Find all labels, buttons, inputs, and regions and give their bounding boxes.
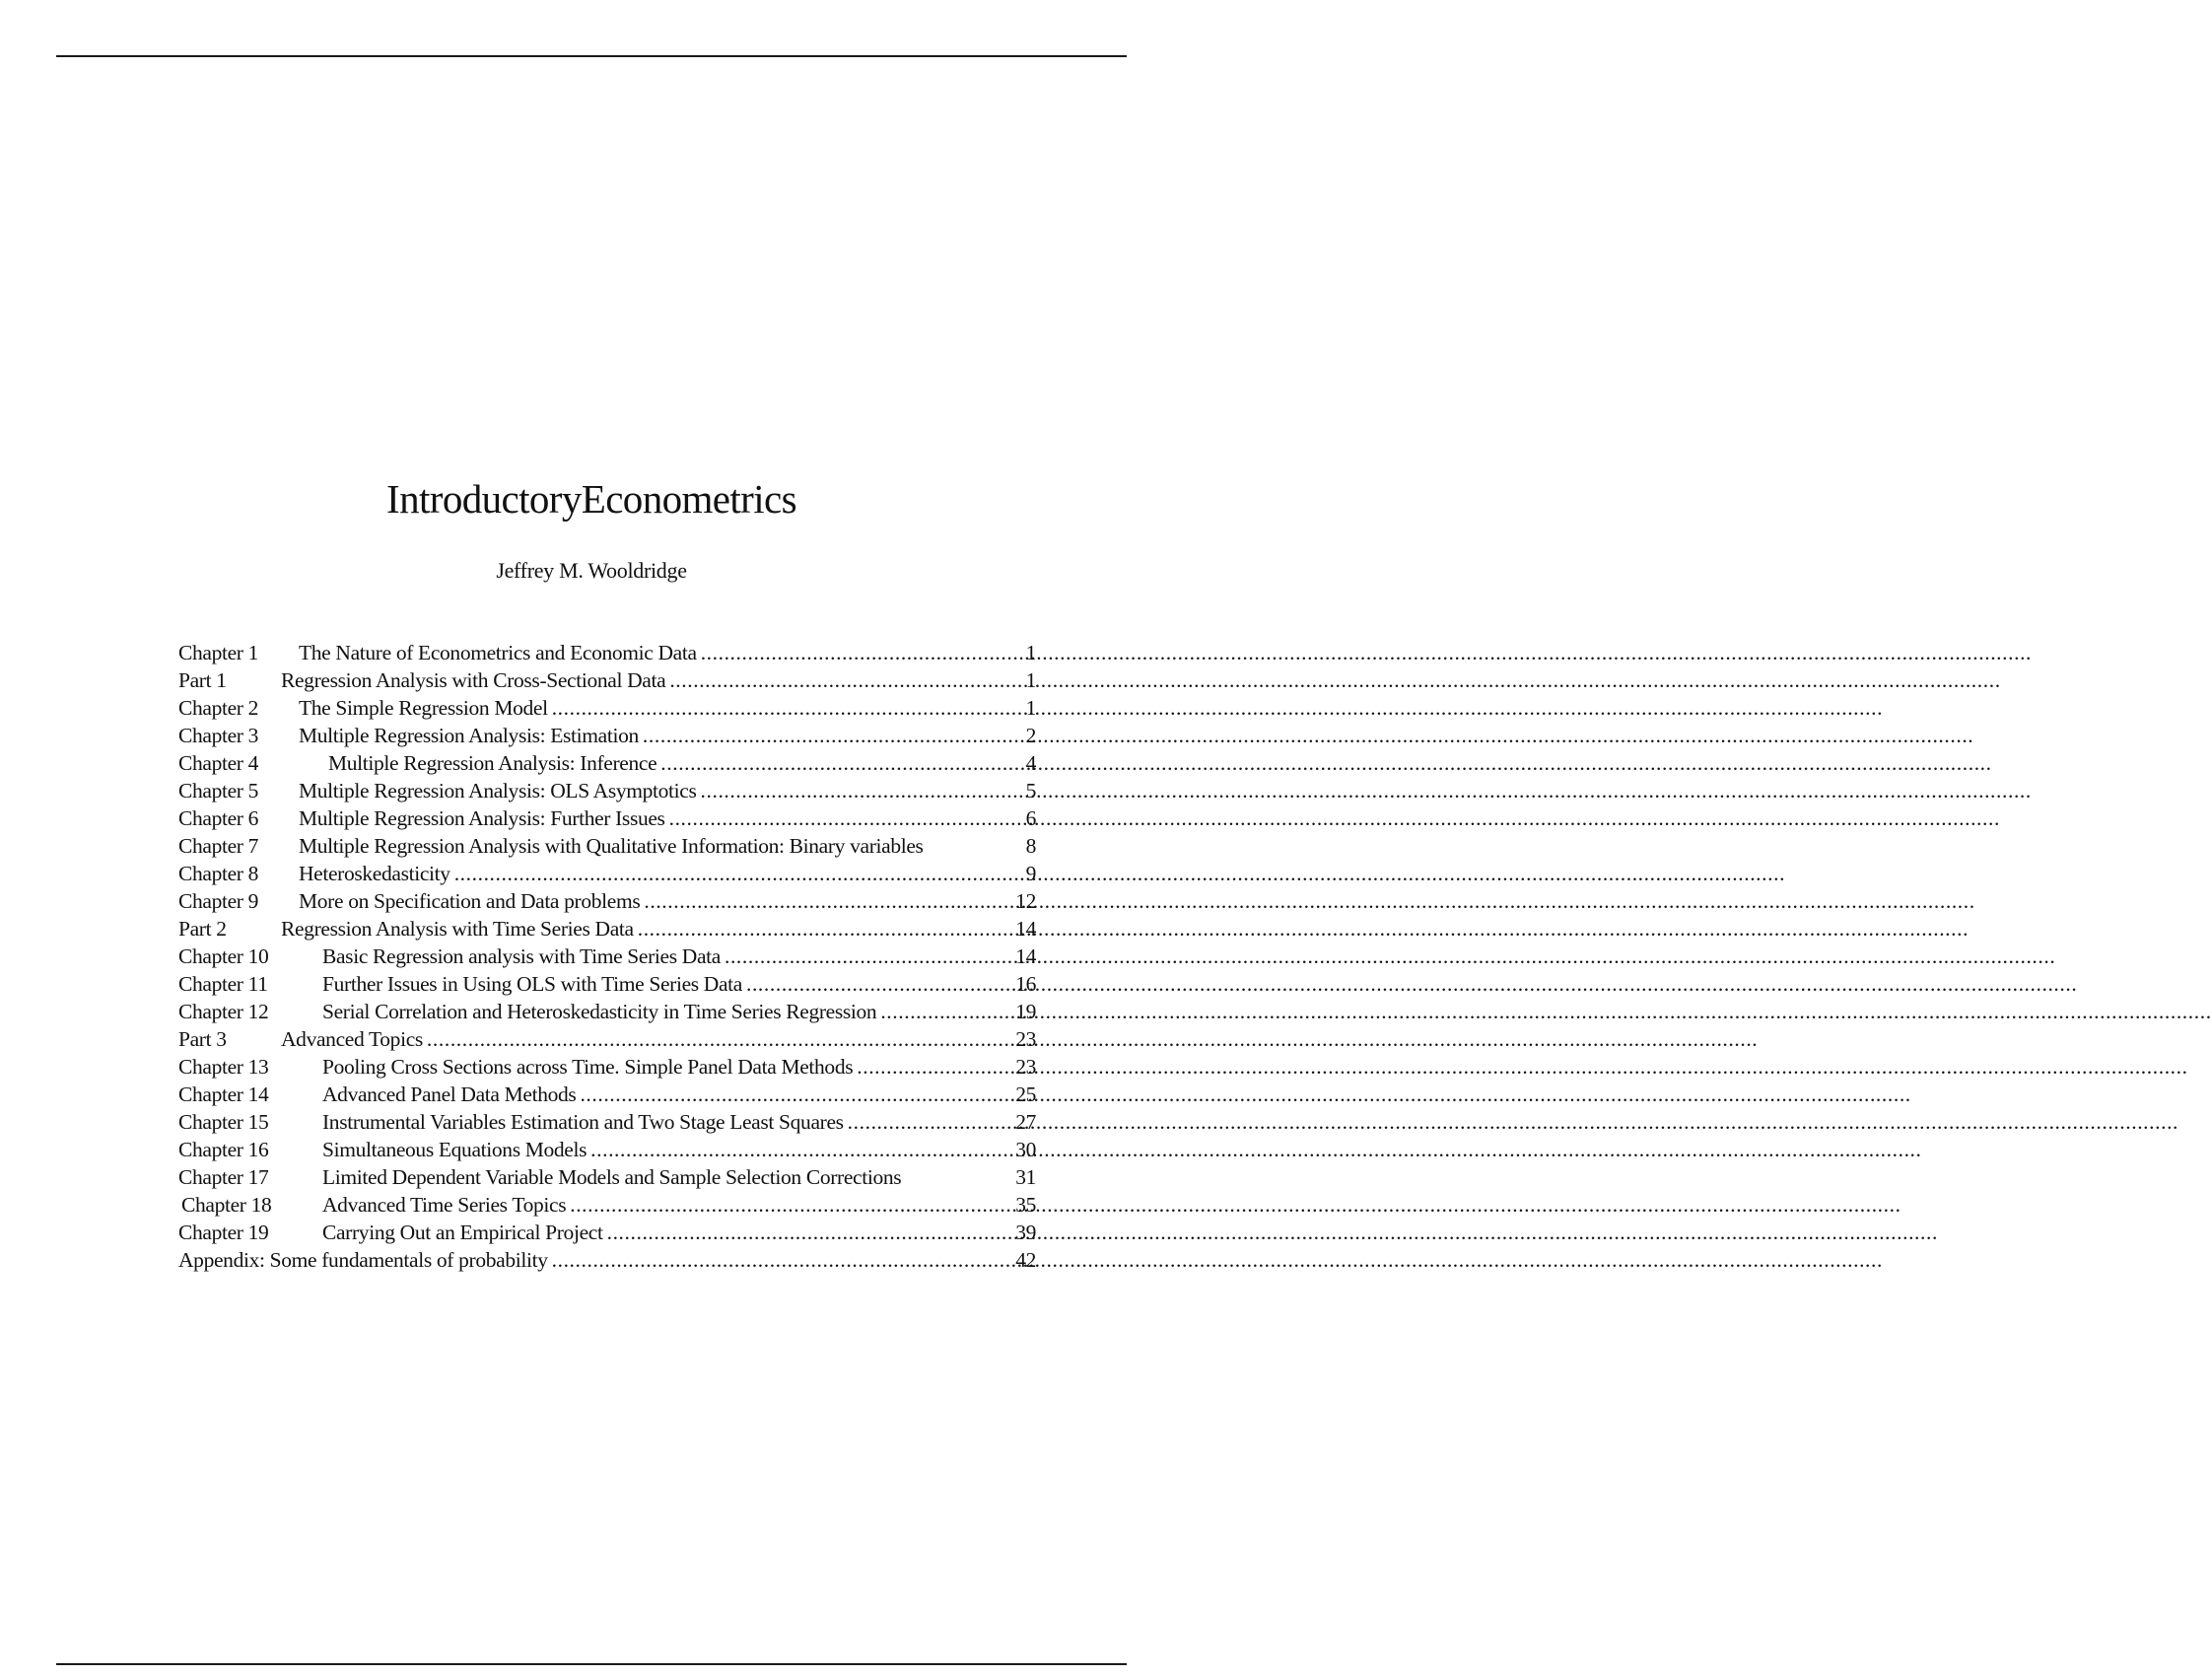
toc-leader <box>552 694 1024 722</box>
toc-label: Chapter 12 <box>178 1000 269 1023</box>
toc-title: Multiple Regression Analysis with Qualitative Information: Binary variables <box>299 834 924 858</box>
toc-label: Chapter 8 <box>178 862 259 885</box>
toc-row <box>178 832 1036 860</box>
toc-leader <box>725 943 1013 970</box>
toc-leader <box>644 887 1013 915</box>
toc-page-number: 35 <box>1015 1193 1036 1217</box>
toc-title: Limited Dependent Variable Models and Sample Selection Corrections <box>322 1165 902 1189</box>
toc-title: Advanced Topics <box>281 1027 423 1051</box>
toc-page-number: 19 <box>1015 1000 1036 1023</box>
toc-row <box>178 722 1036 749</box>
toc-title: Multiple Regression Analysis: Inference <box>328 751 657 775</box>
toc-leader <box>643 722 1024 749</box>
toc-page-number: 1 <box>1025 641 1036 664</box>
toc-page-number: 1 <box>1025 696 1036 720</box>
toc-leader <box>848 1108 1014 1136</box>
toc-page-number: 42 <box>1015 1248 1036 1272</box>
toc-row <box>178 998 1036 1025</box>
toc-page-number: 23 <box>1015 1027 1036 1051</box>
toc-row <box>178 1191 1036 1219</box>
toc-page-number: 14 <box>1015 944 1036 968</box>
toc-page-number: 8 <box>1025 834 1036 858</box>
toc-leader <box>669 666 1023 694</box>
toc-label: Chapter 9 <box>178 889 259 913</box>
toc-page-number: 23 <box>1015 1055 1036 1079</box>
toc-row <box>178 1219 1036 1246</box>
toc-row <box>178 943 1036 970</box>
toc-leader <box>638 915 1013 943</box>
toc-label: Chapter 18 <box>181 1193 272 1217</box>
toc-title: Further Issues in Using OLS with Time Series Data <box>322 972 742 996</box>
toc-page-number: 1 <box>1025 668 1036 692</box>
toc-title: Appendix: Some fundamentals of probability <box>178 1248 548 1272</box>
toc-leader <box>607 1219 1014 1246</box>
toc-title: The Nature of Econometrics and Economic Data <box>299 641 697 664</box>
toc-label: Chapter 13 <box>178 1055 269 1079</box>
document-author: Jeffrey M. Wooldridge <box>496 558 687 583</box>
toc-leader <box>580 1081 1013 1108</box>
toc-page-number: 31 <box>1015 1165 1036 1189</box>
toc-label: Chapter 10 <box>178 944 269 968</box>
toc-label: Chapter 4 <box>178 751 259 775</box>
toc-page-number: 16 <box>1015 972 1036 996</box>
toc-label: Chapter 16 <box>178 1138 269 1161</box>
toc-title: More on Specification and Data problems <box>299 889 641 913</box>
toc-leader <box>701 777 1024 804</box>
toc-title: Advanced Panel Data Methods <box>322 1082 577 1106</box>
toc-page-number: 5 <box>1025 779 1036 803</box>
toc-page-number: 9 <box>1025 862 1036 885</box>
bottom-rule <box>56 1663 1127 1665</box>
toc-row <box>178 915 1036 943</box>
toc-leader <box>454 860 1024 887</box>
toc-label: Chapter 17 <box>178 1165 269 1189</box>
toc-title: Pooling Cross Sections across Time. Simple Panel Data Methods <box>322 1055 854 1079</box>
toc-row <box>178 1246 1036 1274</box>
toc-label: Part 3 <box>178 1027 227 1051</box>
toc-page-number: 30 <box>1015 1138 1036 1161</box>
toc-label: Chapter 14 <box>178 1082 269 1106</box>
table-of-contents <box>178 639 1036 1274</box>
toc-label: Chapter 6 <box>178 806 259 830</box>
toc-title: Serial Correlation and Heteroskedasticity in Time Series Regression <box>322 1000 877 1023</box>
toc-row <box>178 1053 1036 1081</box>
toc-page-number: 14 <box>1015 917 1036 941</box>
toc-page-number: 27 <box>1015 1110 1036 1134</box>
toc-row <box>178 749 1036 777</box>
toc-leader <box>552 1246 1014 1274</box>
toc-label: Part 2 <box>178 917 227 941</box>
toc-title: Multiple Regression Analysis: Further Issues <box>299 806 665 830</box>
toc-page-number: 39 <box>1015 1221 1036 1244</box>
toc-row <box>178 860 1036 887</box>
toc-title: Carrying Out an Empirical Project <box>322 1221 603 1244</box>
toc-label: Chapter 7 <box>178 834 259 858</box>
toc-leader <box>427 1025 1013 1053</box>
toc-title: Simultaneous Equations Models <box>322 1138 588 1161</box>
toc-leader <box>880 998 1013 1025</box>
toc-page-number: 6 <box>1025 806 1036 830</box>
toc-label: Chapter 19 <box>178 1221 269 1244</box>
toc-title: Multiple Regression Analysis: OLS Asymptotics <box>299 779 697 803</box>
toc-label: Chapter 1 <box>178 641 259 664</box>
toc-row <box>178 1108 1036 1136</box>
toc-row <box>178 1081 1036 1108</box>
toc-label: Part 1 <box>178 668 227 692</box>
toc-title: Instrumental Variables Estimation and Two Stage Least Squares <box>322 1110 844 1134</box>
toc-leader <box>746 970 1013 998</box>
toc-label: Chapter 15 <box>178 1110 269 1134</box>
toc-row <box>178 694 1036 722</box>
toc-label: Chapter 11 <box>178 972 268 996</box>
toc-row <box>178 970 1036 998</box>
toc-page-number: 25 <box>1015 1082 1036 1106</box>
toc-row <box>178 666 1036 694</box>
toc-row <box>178 1163 1036 1191</box>
toc-label: Chapter 5 <box>178 779 259 803</box>
toc-label: Chapter 2 <box>178 696 259 720</box>
toc-leader <box>590 1136 1013 1163</box>
toc-page-number: 12 <box>1015 889 1036 913</box>
toc-leader <box>660 749 1023 777</box>
toc-label: Chapter 3 <box>178 724 259 747</box>
toc-title: Regression Analysis with Time Series Data <box>281 917 634 941</box>
toc-row <box>178 804 1036 832</box>
toc-leader <box>570 1191 1013 1219</box>
top-rule <box>56 55 1127 57</box>
toc-row <box>178 777 1036 804</box>
toc-title: Multiple Regression Analysis: Estimation <box>299 724 639 747</box>
toc-leader <box>669 804 1024 832</box>
document-title: IntroductoryEconometrics <box>386 476 796 522</box>
toc-leader <box>701 639 1024 666</box>
toc-leader <box>857 1053 1013 1081</box>
toc-row <box>178 1136 1036 1163</box>
toc-row <box>178 639 1036 666</box>
toc-row <box>178 1025 1036 1053</box>
toc-row <box>178 887 1036 915</box>
toc-title: Heteroskedasticity <box>299 862 450 885</box>
toc-title: Advanced Time Series Topics <box>322 1193 567 1217</box>
toc-page-number: 2 <box>1025 724 1036 747</box>
toc-title: Regression Analysis with Cross-Sectional Data <box>281 668 666 692</box>
toc-page-number: 4 <box>1025 751 1036 775</box>
toc-title: The Simple Regression Model <box>299 696 548 720</box>
toc-title: Basic Regression analysis with Time Series Data <box>322 944 721 968</box>
